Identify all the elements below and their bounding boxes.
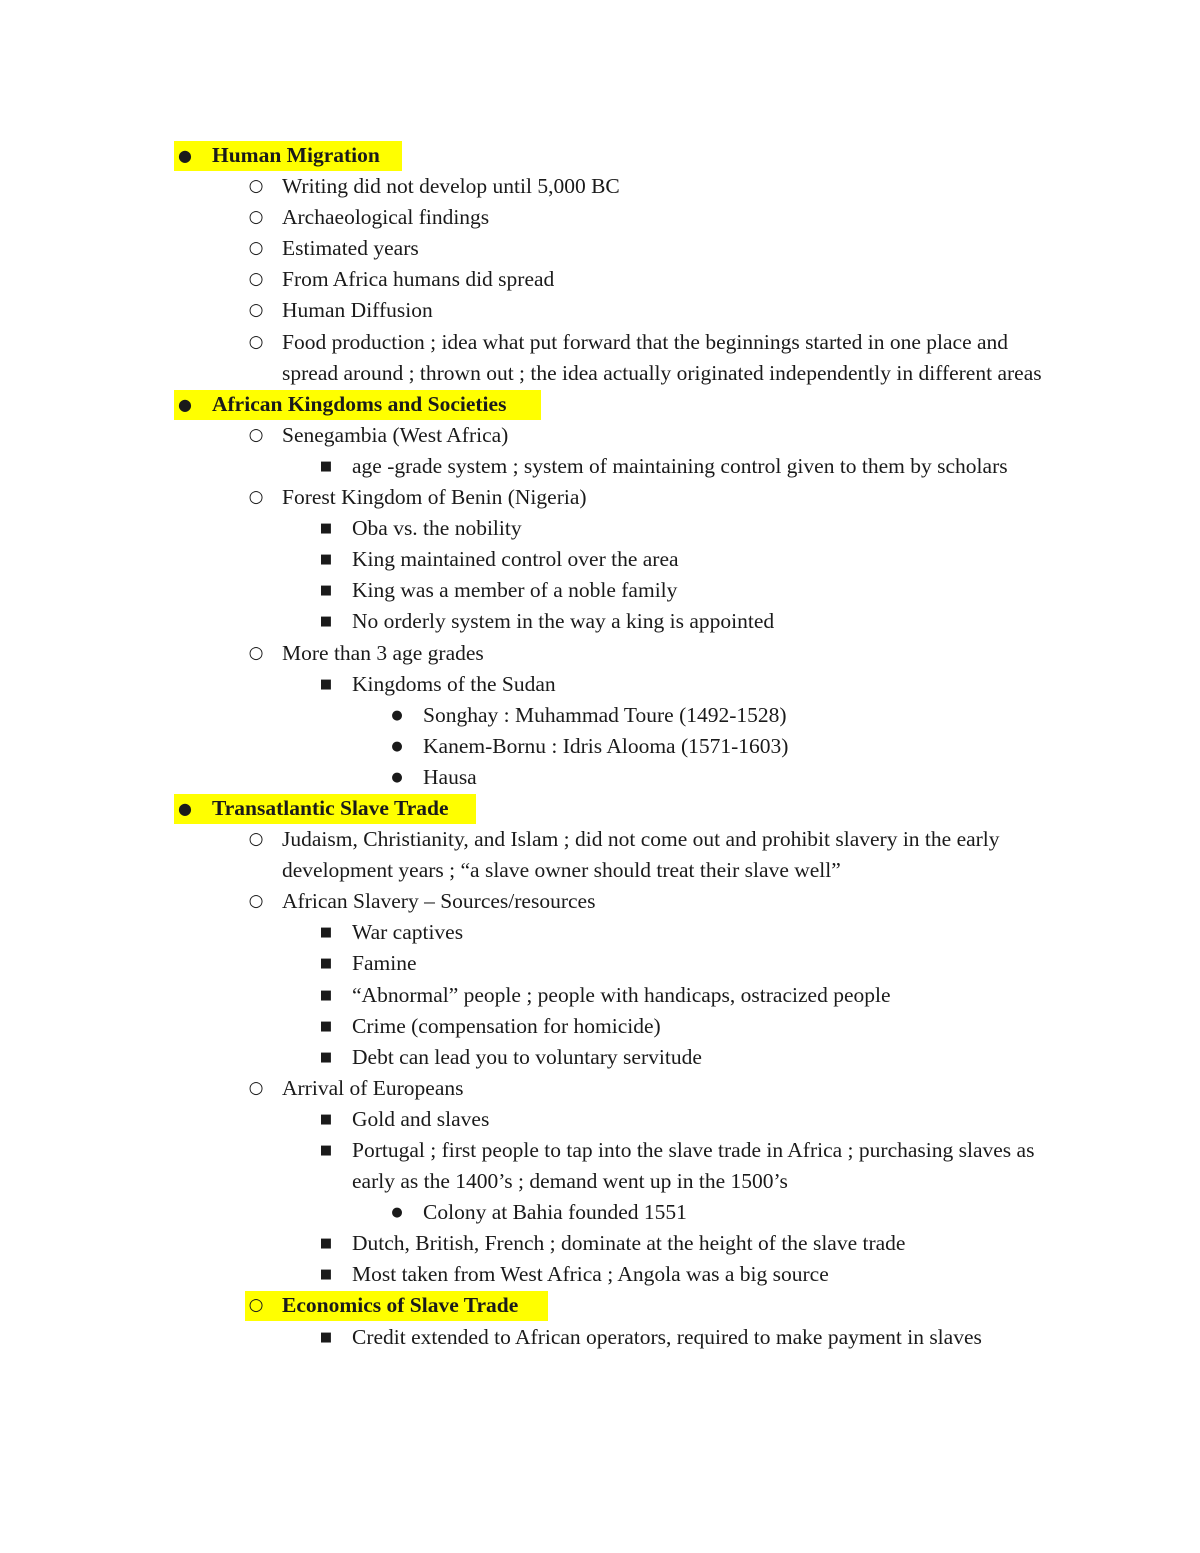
list-item-text: Archaeological findings — [282, 205, 490, 230]
hollow-bullet-icon: ○ — [248, 1295, 264, 1316]
list-item-text: Colony at Bahia founded 1551 — [423, 1200, 687, 1225]
list-item-text: “Abnormal” people ; people with handicaps, ostracized people — [352, 982, 891, 1007]
list-item — [0, 451, 1200, 482]
list-item — [0, 202, 1200, 233]
list-item-text: From Africa humans did spread — [282, 267, 555, 292]
list-item-text: Forest Kingdom of Benin (Nigeria) — [282, 485, 587, 510]
square-bullet-icon: ■ — [319, 521, 333, 537]
square-bullet-icon: ■ — [319, 1018, 333, 1034]
list-item-text: Judaism, Christianity, and Islam ; did not come out and prohibit slavery in the early development years ; “a slave owner should treat their slave well” — [282, 827, 1000, 883]
hollow-bullet-icon: ○ — [248, 300, 264, 321]
hollow-bullet-icon: ○ — [248, 207, 264, 228]
list-item — [0, 638, 1200, 669]
list-item-text: Most taken from West Africa ; Angola was a big source — [352, 1262, 829, 1287]
list-item-text: Gold and slaves — [352, 1106, 490, 1131]
list-item — [0, 824, 1200, 886]
list-item — [0, 1228, 1200, 1259]
square-bullet-icon: ■ — [319, 925, 333, 941]
list-item-text: Writing did not develop until 5,000 BC — [282, 174, 620, 199]
list-item — [0, 171, 1200, 202]
list-item-text: Famine — [352, 951, 417, 976]
square-bullet-icon: ■ — [319, 552, 333, 568]
list-item — [0, 1042, 1200, 1073]
list-item-text: Senegambia (West Africa) — [282, 422, 509, 447]
square-bullet-icon: ■ — [319, 1329, 333, 1345]
filled-bullet-icon: ● — [391, 707, 403, 723]
square-bullet-icon: ■ — [319, 458, 333, 474]
list-item — [0, 1073, 1200, 1104]
hollow-bullet-icon: ○ — [248, 891, 264, 912]
section-title: Human Migration — [212, 143, 380, 167]
list-item — [0, 700, 1200, 731]
hollow-bullet-icon: ○ — [248, 829, 264, 850]
list-item — [0, 1322, 1200, 1353]
hollow-bullet-icon: ○ — [248, 487, 264, 508]
list-item-text: age -grade system ; system of maintaining control given to them by scholars — [352, 453, 1008, 478]
list-item — [0, 886, 1200, 917]
list-item — [0, 264, 1200, 295]
section-heading-african-kingdoms — [0, 389, 1200, 420]
list-item — [0, 575, 1200, 606]
section-heading-slave-trade — [0, 793, 1200, 824]
list-item — [0, 420, 1200, 451]
square-bullet-icon: ■ — [319, 956, 333, 972]
list-item-text: Portugal ; first people to tap into the slave trade in Africa ; purchasing slaves as early as the 1400’s ; demand went up in the 1500’s — [352, 1138, 1035, 1194]
hollow-bullet-icon: ○ — [248, 424, 264, 445]
list-item — [0, 544, 1200, 575]
list-item-text: Hausa — [423, 764, 477, 789]
section-title: Transatlantic Slave Trade — [212, 795, 449, 820]
hollow-bullet-icon: ○ — [248, 331, 264, 352]
square-bullet-icon: ■ — [319, 987, 333, 1003]
filled-bullet-icon: ● — [391, 769, 403, 785]
square-bullet-icon: ■ — [319, 583, 333, 599]
list-item-text: Debt can lead you to voluntary servitude — [352, 1044, 702, 1069]
list-item-text: Kanem-Bornu : Idris Alooma (1571-1603) — [423, 733, 789, 758]
list-item-text: Arrival of Europeans — [282, 1075, 464, 1100]
list-item — [0, 731, 1200, 762]
list-item-text: Estimated years — [282, 236, 419, 261]
list-item-text: No orderly system in the way a king is appointed — [352, 609, 775, 634]
filled-bullet-icon: ● — [391, 1205, 403, 1221]
list-item-text: Human Diffusion — [282, 298, 433, 323]
square-bullet-icon: ■ — [319, 1236, 333, 1252]
list-item-text: Food production ; idea what put forward that the beginnings started in one place and spread around ; thrown out ; the idea actually originated independently in different areas — [282, 329, 1042, 385]
filled-bullet-icon: ● — [391, 738, 403, 754]
hollow-bullet-icon: ○ — [248, 238, 264, 259]
list-item — [0, 980, 1200, 1011]
filled-bullet-icon: ● — [178, 146, 192, 165]
square-bullet-icon: ■ — [319, 1143, 333, 1158]
list-item-text: King was a member of a noble family — [352, 578, 678, 603]
filled-bullet-icon: ● — [178, 798, 192, 818]
list-item — [0, 948, 1200, 979]
hollow-bullet-icon: ○ — [248, 269, 264, 290]
list-item — [0, 669, 1200, 700]
list-item — [0, 513, 1200, 544]
list-item — [0, 606, 1200, 637]
list-item — [0, 1104, 1200, 1135]
subsection-heading-economics — [0, 1290, 1200, 1321]
square-bullet-icon: ■ — [319, 614, 333, 630]
list-item — [0, 762, 1200, 793]
list-item — [0, 917, 1200, 948]
list-item — [0, 1197, 1200, 1228]
square-bullet-icon: ■ — [319, 676, 333, 692]
section-heading-human-migration — [0, 140, 1200, 171]
hollow-bullet-icon: ○ — [248, 176, 264, 197]
list-item-text: King maintained control over the area — [352, 547, 679, 572]
list-item-text: Dutch, British, French ; dominate at the height of the slave trade — [352, 1231, 906, 1256]
filled-bullet-icon: ● — [178, 394, 192, 414]
list-item-text: Songhay : Muhammad Toure (1492-1528) — [423, 702, 787, 727]
subsection-title: Economics of Slave Trade — [282, 1293, 519, 1318]
section-title: African Kingdoms and Societies — [212, 391, 507, 416]
list-item-text: African Slavery – Sources/resources — [282, 889, 596, 914]
list-item — [0, 327, 1200, 389]
hollow-bullet-icon: ○ — [248, 1077, 264, 1098]
list-item — [0, 1259, 1200, 1290]
list-item-text: Credit extended to African operators, required to make payment in slaves — [352, 1324, 982, 1349]
list-item-text: Oba vs. the nobility — [352, 516, 522, 541]
list-item-text: Kingdoms of the Sudan — [352, 671, 556, 696]
list-item — [0, 482, 1200, 513]
list-item-text: War captives — [352, 920, 464, 945]
list-item-text: More than 3 age grades — [282, 640, 484, 665]
list-item — [0, 233, 1200, 264]
square-bullet-icon: ■ — [319, 1267, 333, 1283]
list-item-text: Crime (compensation for homicide) — [352, 1013, 661, 1038]
hollow-bullet-icon: ○ — [248, 642, 264, 663]
square-bullet-icon: ■ — [319, 1111, 333, 1127]
list-item — [0, 295, 1200, 326]
outline — [0, 140, 1200, 1353]
list-item — [0, 1011, 1200, 1042]
square-bullet-icon: ■ — [319, 1049, 333, 1065]
list-item — [0, 1135, 1200, 1197]
